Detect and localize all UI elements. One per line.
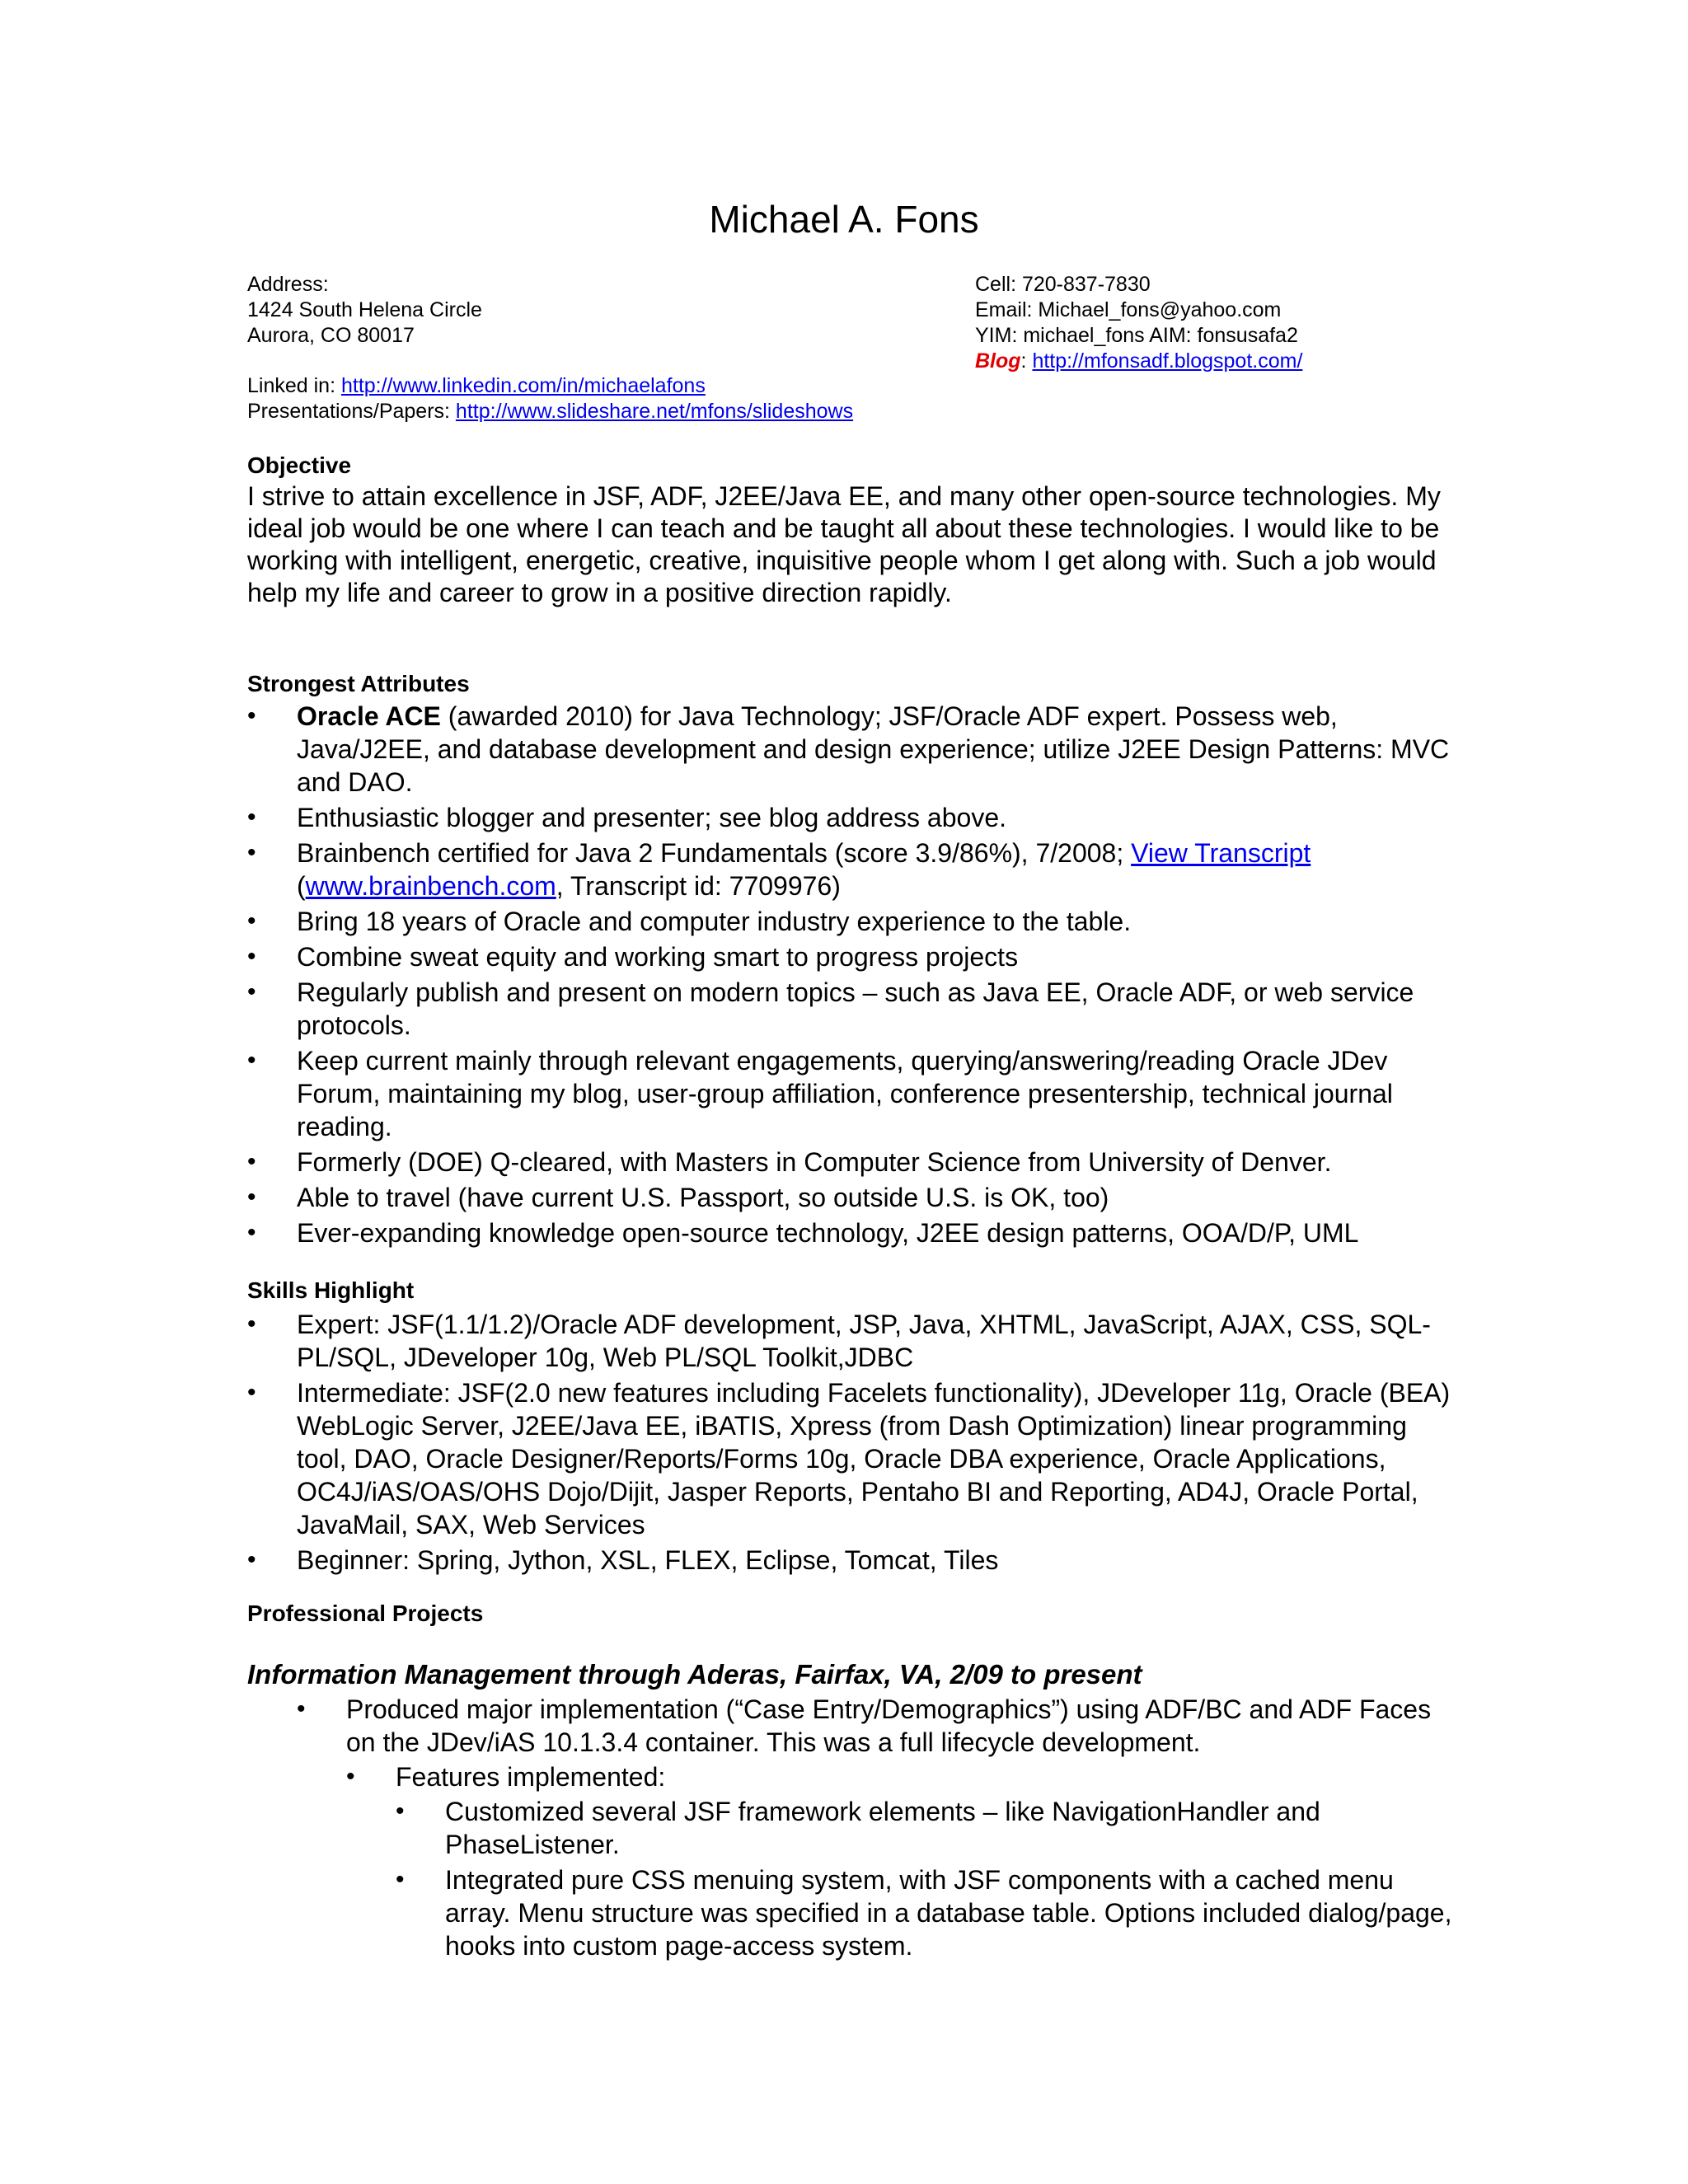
list-item: • Produced major implementation (“Case Entry/Demographics”) using ADF/BC and ADF Faces on the JDev/iAS 10.1.3.4 container. This was a full lifecycle development.	[297, 1693, 1451, 1759]
blog-label: Blog	[975, 349, 1021, 373]
attributes-list	[247, 700, 1451, 1252]
objective-heading: Objective	[247, 452, 352, 478]
project-subsublist	[396, 1795, 1459, 1965]
project-sublist	[346, 1760, 1451, 1796]
linkedin-link[interactable]: http://www.linkedin.com/in/michaelafons	[340, 374, 706, 397]
linkedin-line	[247, 373, 853, 399]
list-item: • Keep current mainly through relevant engagements, querying/answering/reading Oracle JDev Forum, maintaining my blog, user-group affiliation, conference presentership, technical journal reading.	[247, 1044, 1451, 1143]
address-label: Address:	[247, 273, 329, 296]
project-list	[297, 1693, 1451, 1761]
blog-link[interactable]: http://mfonsadf.blogspot.com/	[1032, 349, 1303, 373]
resume-name: Michael A. Fons	[709, 198, 979, 241]
list-item	[247, 700, 1451, 799]
list-item: • Expert: JSF(1.1/1.2)/Oracle ADF development, JSP, Java, XHTML, JavaScript, AJAX, CSS, SQL-PL/SQL, JDeveloper 10g, Web PL/SQL Toolkit,JDBC	[247, 1308, 1451, 1374]
list-item: • Integrated pure CSS menuing system, with JSF components with a cached menu array. Menu structure was specified in a database table. Options included dialog/page, hooks into custom page-access system.	[396, 1863, 1459, 1962]
list-item: • Able to travel (have current U.S. Passport, so outside U.S. is OK, too)	[247, 1181, 1451, 1214]
objective-text: I strive to attain excellence in JSF, ADF, J2EE/Java EE, and many other open-source technologies. My ideal job would be one where I can teach and be taught all about these technologies. I would like to be working with intelligent, energetic, creative, inquisitive people whom I get along with. Such a job would help my life and career to grow in a positive direction rapidly.	[247, 481, 1441, 607]
im-handles: YIM: michael_fons AIM: fonsusafa2	[975, 324, 1298, 347]
list-item: • Intermediate: JSF(2.0 new features including Facelets functionality), JDeveloper 11g, Oracle (BEA) WebLogic Server, J2EE/Java EE, iBATIS, Xpress (from Dash Optimization) linear programming tool, DAO, Oracle Designer/Reports/Forms 10g, Oracle DBA experience, Oracle Applications, OC4J/iAS/OAS/OHS Dojo/Dijit, Jasper Reports, Pentaho BI and Reporting, AD4J, Oracle Portal, JavaMail, SAX, Web Services	[247, 1376, 1451, 1541]
presentations-line	[247, 399, 853, 424]
view-transcript-link[interactable]: View Transcript	[1131, 838, 1311, 868]
skills-heading: Skills Highlight	[247, 1277, 415, 1303]
profile-links	[247, 373, 853, 424]
list-item: • Customized several JSF framework elements – like NavigationHandler and PhaseListener.	[396, 1795, 1459, 1861]
list-item: • Enthusiastic blogger and presenter; see blog address above.	[247, 801, 1451, 834]
linkedin-label: Linked in:	[247, 374, 341, 397]
list-item: • Beginner: Spring, Jython, XSL, FLEX, Eclipse, Tomcat, Tiles	[247, 1544, 1451, 1577]
address-line1: 1424 South Helena Circle	[247, 298, 482, 321]
list-item	[247, 837, 1451, 902]
transcript-id: , Transcript id: 7709976)	[556, 871, 841, 901]
projects-heading: Professional Projects	[247, 1601, 484, 1626]
list-item: • Ever-expanding knowledge open-source technology, J2EE design patterns, OOA/D/P, UML	[247, 1216, 1451, 1249]
oracle-ace: Oracle ACE	[297, 701, 441, 731]
brainbench-text: Brainbench certified for Java 2 Fundamentals (score 3.9/86%), 7/2008;	[297, 838, 1132, 868]
presentations-label: Presentations/Papers:	[247, 400, 456, 423]
list-item: • Bring 18 years of Oracle and computer industry experience to the table.	[247, 905, 1451, 938]
project-title: Information Management through Aderas, Fairfax, VA, 2/09 to present	[247, 1659, 1142, 1690]
email: Email: Michael_fons@yahoo.com	[975, 298, 1282, 321]
cell-phone: Cell: 720-837-7830	[975, 273, 1151, 296]
list-item: • Regularly publish and present on modern topics – such as Java EE, Oracle ADF, or web service protocols.	[247, 976, 1451, 1042]
list-item: • Formerly (DOE) Q-cleared, with Masters in Computer Science from University of Denver.	[247, 1146, 1451, 1179]
brainbench-open: (	[297, 871, 306, 901]
skills-list	[247, 1308, 1451, 1579]
blog-line	[975, 349, 1302, 374]
attributes-heading: Strongest Attributes	[247, 671, 470, 696]
ace-text: (awarded 2010) for Java Technology; JSF/Oracle ADF expert. Possess web, Java/J2EE, and database development and design experience; utilize J2EE Design Patterns: MVC and DAO.	[297, 701, 1450, 797]
presentations-link[interactable]: http://www.slideshare.net/mfons/slideshows	[455, 400, 854, 423]
brainbench-site-link[interactable]: www.brainbench.com	[305, 871, 556, 901]
list-item: • Combine sweat equity and working smart to progress projects	[247, 940, 1451, 973]
blog-sep: :	[1020, 349, 1033, 373]
contact-block	[975, 272, 1302, 374]
address-line2: Aurora, CO 80017	[247, 324, 415, 347]
address-block	[247, 272, 482, 349]
list-item: • Features implemented:	[346, 1760, 1451, 1793]
